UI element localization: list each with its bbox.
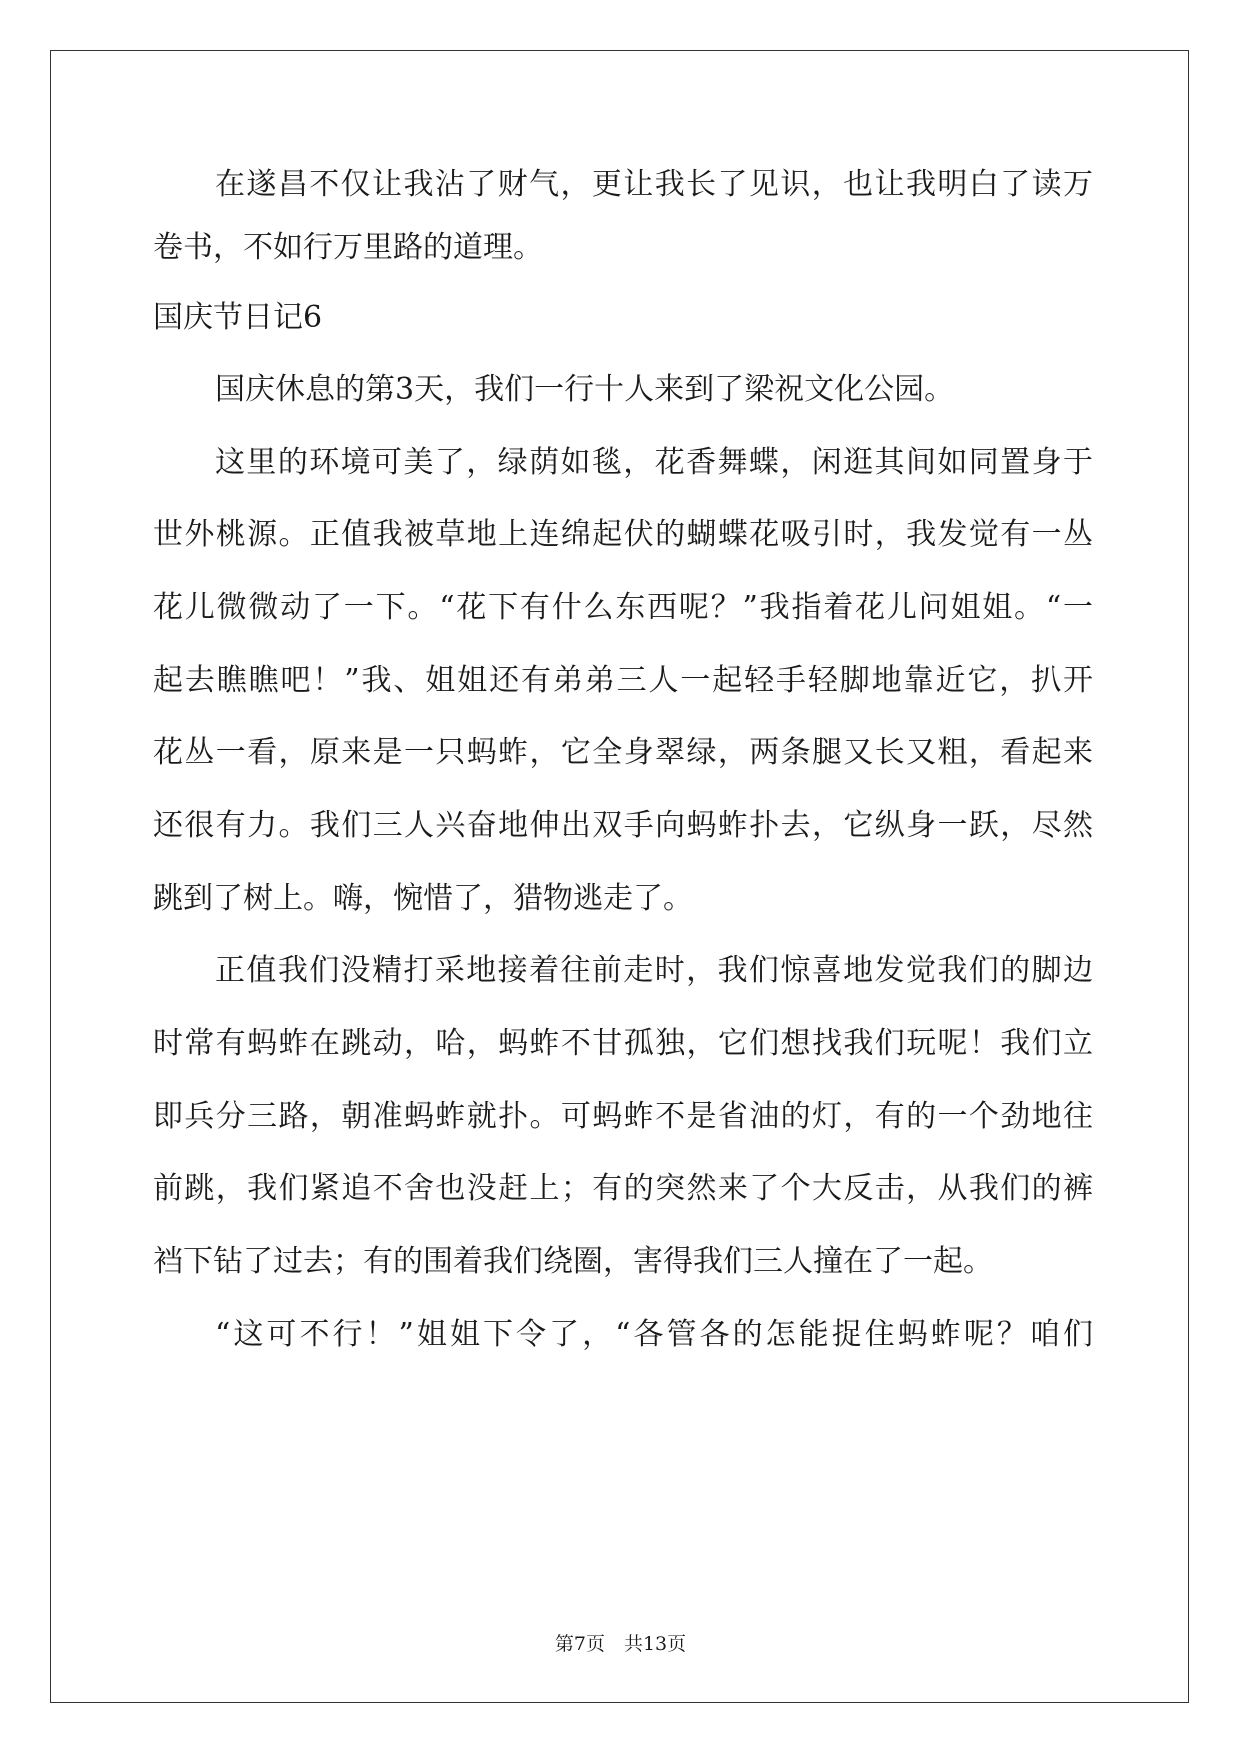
paragraph-line: 还很有力。我们三人兴奋地伸出双手向蚂蚱扑去，它纵身一跃，尽然 <box>153 808 1093 843</box>
paragraph-line: 这里的环境可美了，绿荫如毯，花香舞蝶，闲逛其间如同置身于 <box>215 445 1093 480</box>
paragraph-line: 国庆休息的第3天，我们一行十人来到了梁祝文化公园。 <box>215 372 955 407</box>
paragraph-line: 在遂昌不仅让我沾了财气，更让我长了见识，也让我明白了读万 <box>215 167 1093 202</box>
paragraph-line: 正值我们没精打采地接着往前走时，我们惊喜地发觉我们的脚边 <box>215 953 1093 988</box>
section-heading: 国庆节日记6 <box>153 300 323 335</box>
paragraph-line: 前跳，我们紧追不舍也没赶上；有的突然来了个大反击，从我们的裤 <box>153 1171 1093 1206</box>
paragraph-line: “这可不行！”姐姐下令了，“各管各的怎能捉住蚂蚱呢？咱们 <box>215 1317 1093 1352</box>
paragraph-line: 裆下钻了过去；有的围着我们绕圈，害得我们三人撞在了一起。 <box>153 1244 993 1279</box>
page-number: 第7页 共13页 <box>554 1633 687 1655</box>
paragraph-line: 起去瞧瞧吧！”我、姐姐还有弟弟三人一起轻手轻脚地靠近它，扒开 <box>153 663 1093 698</box>
paragraph-line: 世外桃源。正值我被草地上连绵起伏的蝴蝶花吸引时，我发觉有一丛 <box>153 517 1093 552</box>
paragraph-line: 即兵分三路，朝准蚂蚱就扑。可蚂蚱不是省油的灯，有的一个劲地往 <box>153 1099 1093 1134</box>
paragraph-line: 时常有蚂蚱在跳动，哈，蚂蚱不甘孤独，它们想找我们玩呢！我们立 <box>153 1026 1093 1061</box>
paragraph-line: 花丛一看，原来是一只蚂蚱，它全身翠绿，两条腿又长又粗，看起来 <box>153 735 1093 770</box>
paragraph-line: 跳到了树上。嗨，惋惜了，猎物逃走了。 <box>153 881 693 916</box>
paragraph-line: 花儿微微动了一下。“花下有什么东西呢？”我指着花儿问姐姐。“一 <box>153 590 1093 625</box>
paragraph-line: 卷书，不如行万里路的道理。 <box>153 230 543 265</box>
